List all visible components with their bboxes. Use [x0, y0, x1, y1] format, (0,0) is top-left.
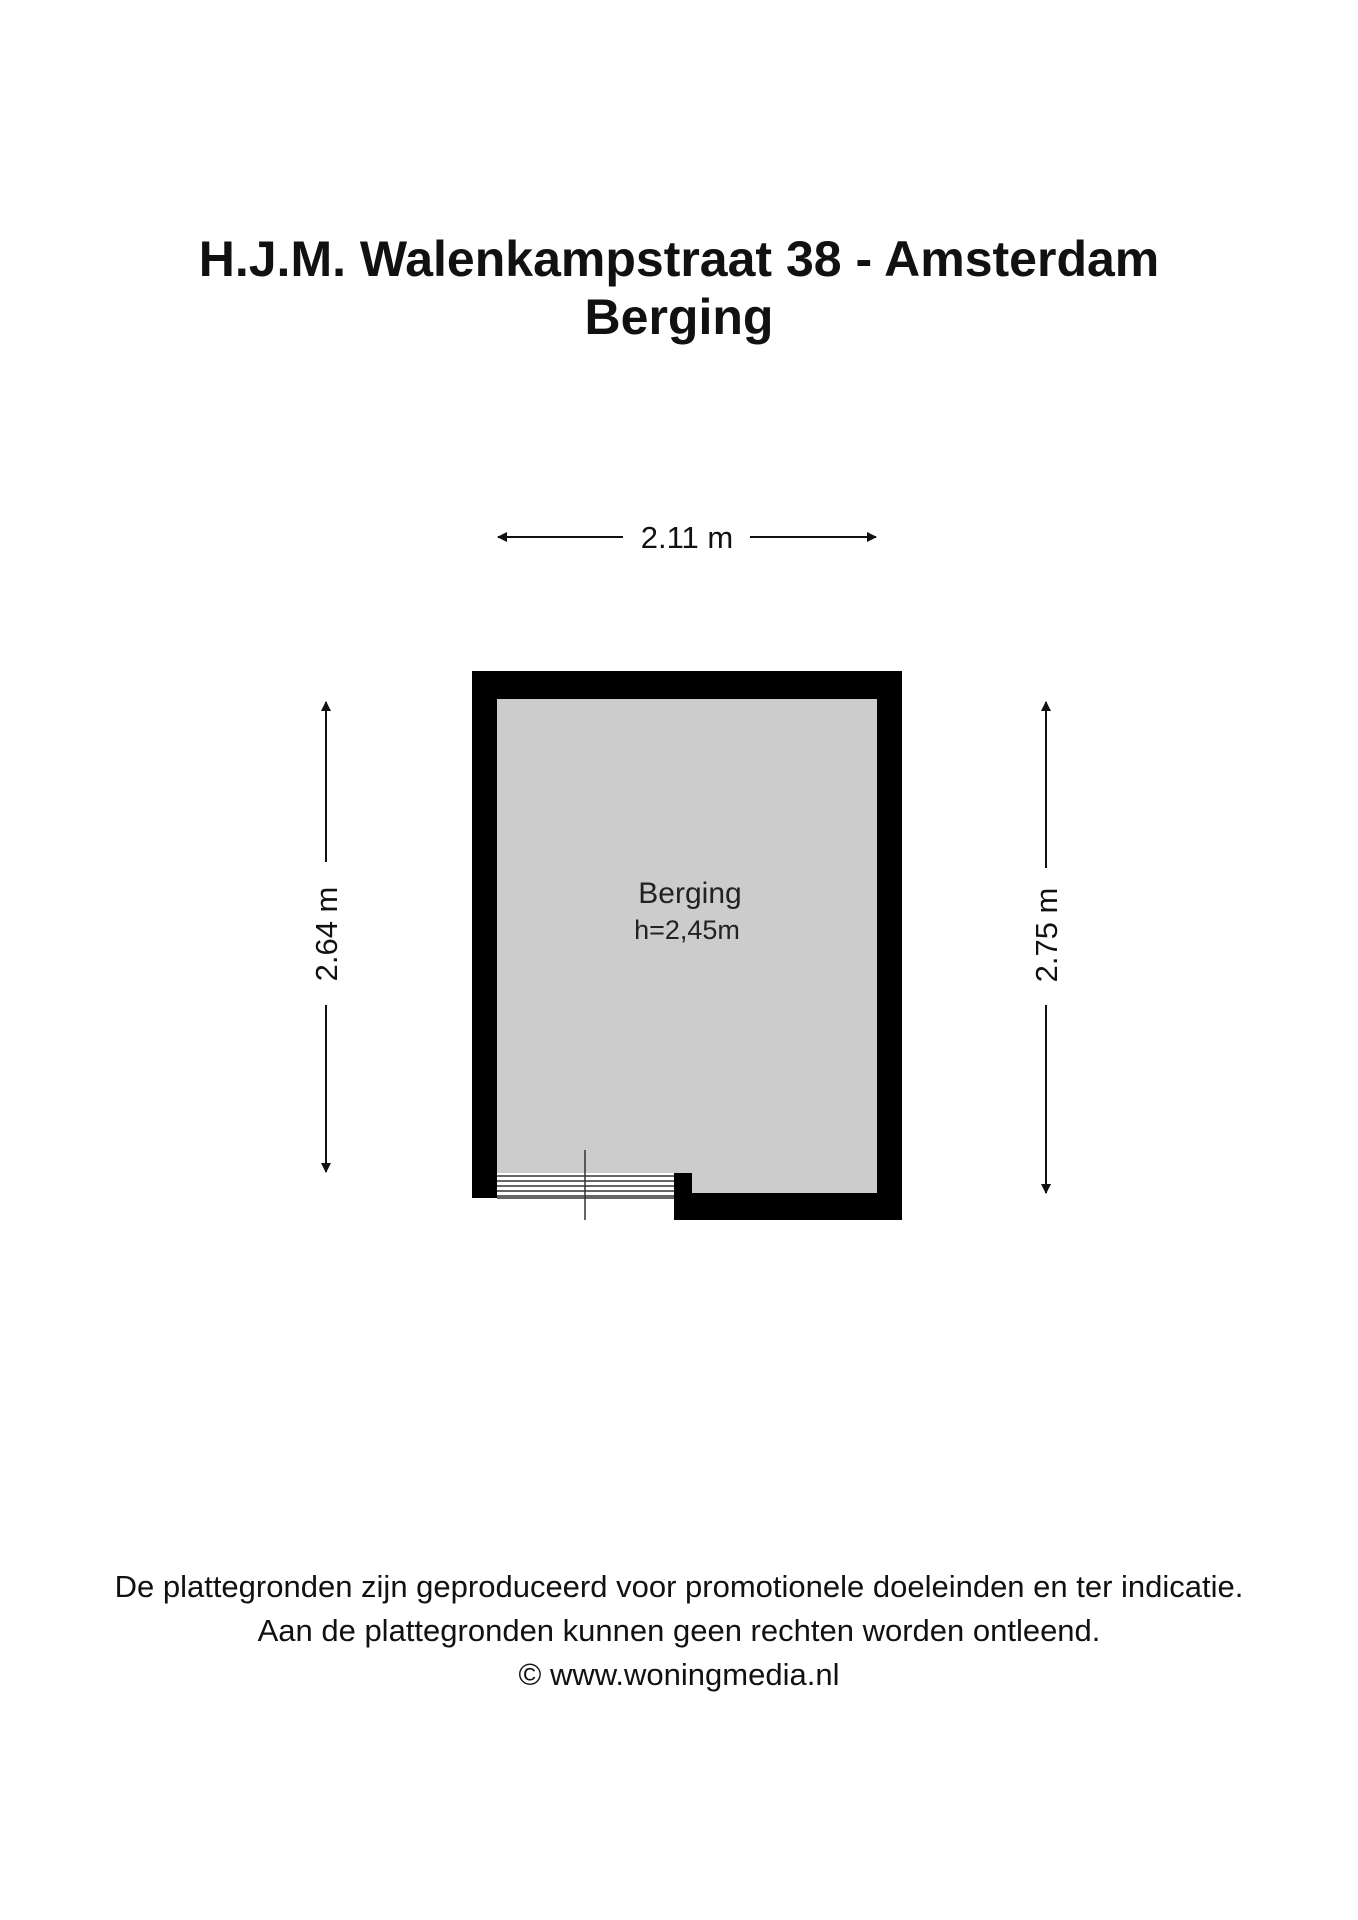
room-berging — [472, 671, 902, 1220]
copyright-text: © www.woningmedia.nl — [518, 1657, 840, 1692]
dimension-top — [498, 520, 876, 555]
dimension-left-label: 2.64 m — [309, 886, 344, 982]
dimension-right — [1029, 702, 1064, 1193]
page-title: H.J.M. Walenkampstraat 38 - Amsterdam — [198, 231, 1160, 287]
room-floor — [497, 699, 877, 1193]
dimension-left — [309, 702, 344, 1172]
room-name: Berging — [638, 877, 742, 910]
disclaimer — [0, 1565, 1358, 1697]
dimension-top-label: 2.11 m — [640, 520, 734, 555]
dimension-right-label: 2.75 m — [1029, 887, 1064, 983]
room-height: h=2,45m — [634, 915, 740, 945]
disclaimer-line-1: De plattegronden zijn geproduceerd voor promotionele doeleinden en ter indicatie. — [114, 1569, 1244, 1604]
disclaimer-line-2: Aan de plattegronden kunnen geen rechten worden ontleend. — [257, 1613, 1101, 1648]
page-subtitle: Berging — [584, 289, 774, 345]
